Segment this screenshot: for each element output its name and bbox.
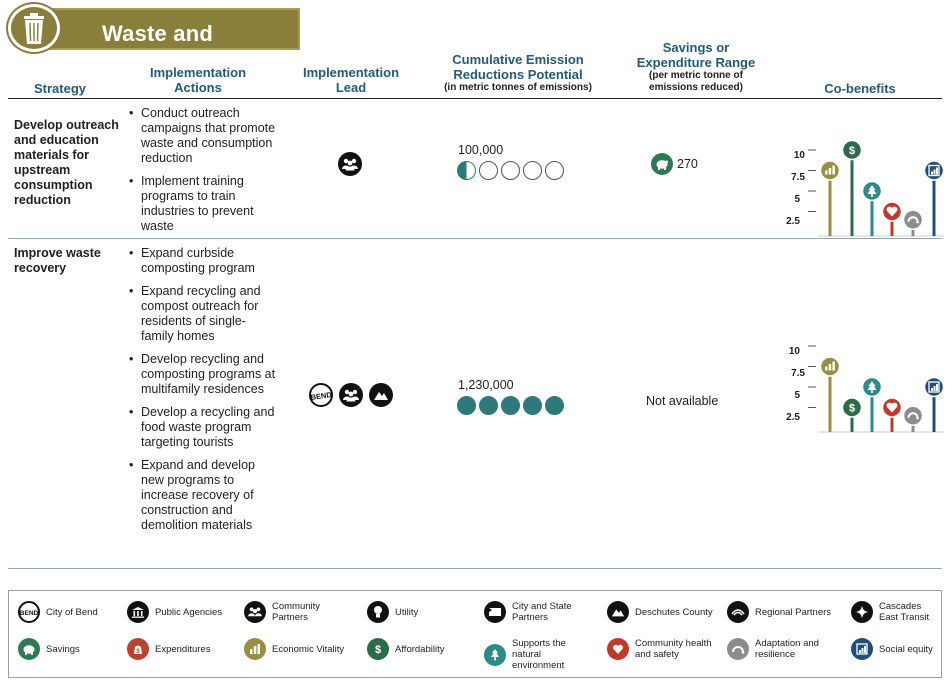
row-1-lead-icons	[338, 152, 362, 176]
legend-item	[607, 638, 717, 660]
legend-item	[484, 601, 594, 623]
header-savings-title: Savings or Expenditure Range	[636, 40, 756, 70]
adaptation-resilience-icon	[727, 638, 749, 660]
public-agencies-icon	[127, 601, 149, 623]
utility-icon	[367, 601, 389, 623]
header-emissions-title: Cumulative Emission Reductions Potential	[452, 52, 584, 82]
row-1-action: • Implement training programs to train industries to prevent waste	[128, 174, 278, 234]
city-of-bend-icon	[18, 601, 40, 623]
row-2-emissions-value: 1,230,000	[458, 378, 514, 392]
cobenefit-social-equity-mark	[925, 161, 944, 236]
emission-circle-full	[457, 396, 476, 415]
cobenefit-social-equity-mark	[925, 378, 944, 433]
legend-item	[244, 601, 354, 623]
header-emissions-sub: (in metric tonnes of emissions)	[444, 82, 592, 93]
emission-circle-full	[545, 396, 564, 415]
row-2-emission-circles	[457, 396, 564, 415]
row-2-lead-icons	[309, 383, 393, 407]
cobenefit-natural-environment-mark	[863, 378, 882, 433]
header-emissions	[432, 52, 604, 94]
header-strategy: Strategy	[33, 81, 87, 96]
tick-label: 5	[794, 390, 800, 401]
header-lead: Implementation Lead	[302, 65, 400, 95]
legend-label: Public Agencies	[155, 606, 223, 618]
legend-item	[727, 601, 837, 623]
legend-label: City of Bend	[46, 606, 98, 618]
legend-label: Expenditures	[155, 643, 211, 655]
svg-text:$: $	[136, 649, 140, 655]
svg-text:$: $	[848, 145, 856, 157]
cobenefit-economic-vitality-mark	[821, 357, 840, 432]
legend-label: City and State Partners	[512, 601, 572, 623]
legend-label: Savings	[46, 643, 80, 655]
section-title	[8, 4, 300, 72]
cobenefit-community-health-mark	[883, 202, 902, 236]
legend-item	[18, 638, 128, 660]
row-1-emission-circles	[457, 161, 564, 180]
row-1-savings	[651, 153, 698, 175]
legend-item	[727, 638, 837, 660]
trash-can-icon	[8, 4, 60, 52]
legend-label: Regional Partners	[755, 606, 832, 618]
svg-text:BEND: BEND	[309, 390, 333, 402]
row-2-cobenefits-chart	[778, 336, 946, 436]
row-2-action: • Develop recycling and composting programs at multifamily residences	[128, 352, 278, 397]
page-title: Waste and Materials	[102, 21, 214, 72]
legend-item	[367, 638, 467, 660]
savings-icon	[651, 153, 673, 175]
header-savings	[626, 40, 766, 94]
header-actions: Implementation Actions	[149, 65, 247, 95]
legend-item	[127, 601, 237, 623]
emission-circle-empty	[523, 161, 542, 180]
legend-label: Cascades East Transit	[879, 601, 930, 623]
row-2-action: • Expand recycling and compost outreach for residents of single-family homes	[128, 284, 278, 344]
legend-item	[367, 601, 467, 623]
economic-vitality-icon	[244, 638, 266, 660]
cobenefit-affordability-mark	[843, 141, 862, 237]
emission-circle-full	[501, 396, 520, 415]
legend-item	[244, 638, 354, 660]
emission-circle-full	[523, 396, 542, 415]
row-2-action: • Develop a recycling and food waste program targeting tourists	[128, 405, 278, 450]
affordability-icon	[367, 638, 389, 660]
cascades-east-transit-icon	[851, 601, 873, 623]
emission-circle-half	[457, 161, 476, 180]
emission-circle-empty	[501, 161, 520, 180]
table-bottom-rule	[8, 568, 942, 569]
social-equity-icon	[851, 638, 873, 660]
svg-text:BEND: BEND	[19, 610, 39, 617]
legend-label: Deschutes County	[635, 606, 713, 618]
tick-label: 10	[788, 346, 800, 357]
city-of-bend-icon	[309, 383, 333, 407]
row-2-action: • Expand curbside composting program	[128, 246, 278, 276]
legend-item	[607, 601, 717, 623]
tick-label: 2.5	[786, 412, 800, 423]
row-1-action: • Conduct outreach campaigns that promote waste and consumption reduction	[128, 106, 278, 166]
row-2-strategy: Improve waste recovery	[14, 246, 101, 275]
header-savings-sub: (per metric tonne of emissions reduced)	[649, 70, 743, 93]
row-2-action: • Expand and develop new programs to increase recovery of construction and demolition materials	[128, 458, 278, 533]
row-1-emissions-value: 100,000	[458, 143, 504, 157]
legend-label: Community Partners	[272, 601, 321, 623]
row-2-savings	[646, 394, 718, 408]
emission-circle-empty	[479, 161, 498, 180]
emission-circle-empty	[545, 161, 564, 180]
tick-label: 7.5	[791, 172, 805, 183]
cobenefit-adaptation-resilience-mark	[904, 210, 923, 236]
community-partners-icon	[244, 601, 266, 623]
cobenefit-community-health-mark	[883, 398, 902, 432]
row-divider	[8, 238, 942, 239]
cobenefit-economic-vitality-mark	[821, 161, 840, 236]
row-1-actions	[128, 106, 278, 242]
cobenefit-natural-environment-mark	[863, 182, 882, 237]
title-bar	[36, 8, 300, 72]
legend-item	[18, 601, 128, 623]
tick-label: 5	[794, 194, 800, 205]
legend-label: Economic Vitality	[272, 643, 345, 655]
legend	[8, 590, 942, 678]
row-1-savings-value: 270	[677, 157, 698, 171]
row-2-actions	[128, 246, 278, 541]
cobenefit-affordability-mark	[843, 398, 862, 432]
header-rule	[8, 98, 942, 99]
tick-label: 2.5	[786, 216, 800, 227]
legend-item	[851, 638, 941, 660]
emission-circle-full	[479, 396, 498, 415]
svg-text:$: $	[848, 402, 856, 415]
city-state-partners-icon	[484, 601, 506, 623]
row-1-cobenefits-chart	[778, 140, 946, 240]
legend-item	[484, 638, 594, 671]
community-health-icon	[607, 638, 629, 660]
deschutes-county-icon	[607, 601, 629, 623]
savings-icon	[18, 638, 40, 660]
legend-item	[851, 601, 941, 623]
community-partners-icon	[339, 383, 363, 407]
expenditures-icon	[127, 638, 149, 660]
header-cobenefits: Co-benefits	[824, 81, 896, 96]
legend-item	[127, 638, 237, 660]
natural-environment-icon	[484, 644, 506, 666]
legend-label: Affordability	[395, 643, 445, 655]
svg-text:$: $	[374, 644, 382, 656]
legend-label: Utility	[395, 606, 419, 618]
legend-label: Social equity	[879, 643, 933, 655]
tick-label: 7.5	[791, 368, 805, 379]
legend-label: Community health and safety	[635, 638, 712, 660]
regional-partners-icon	[727, 601, 749, 623]
deschutes-county-icon	[369, 383, 393, 407]
legend-label: Adaptation and resilience	[755, 638, 819, 660]
cobenefit-adaptation-resilience-mark	[904, 406, 923, 432]
community-partners-icon	[338, 152, 362, 176]
row-2-savings-value: Not available	[646, 394, 719, 408]
tick-label: 10	[793, 150, 805, 161]
legend-label: Supports the natural environment	[512, 638, 566, 671]
row-1-strategy: Develop outreach and education materials for upstream consumption reduction	[14, 118, 119, 207]
